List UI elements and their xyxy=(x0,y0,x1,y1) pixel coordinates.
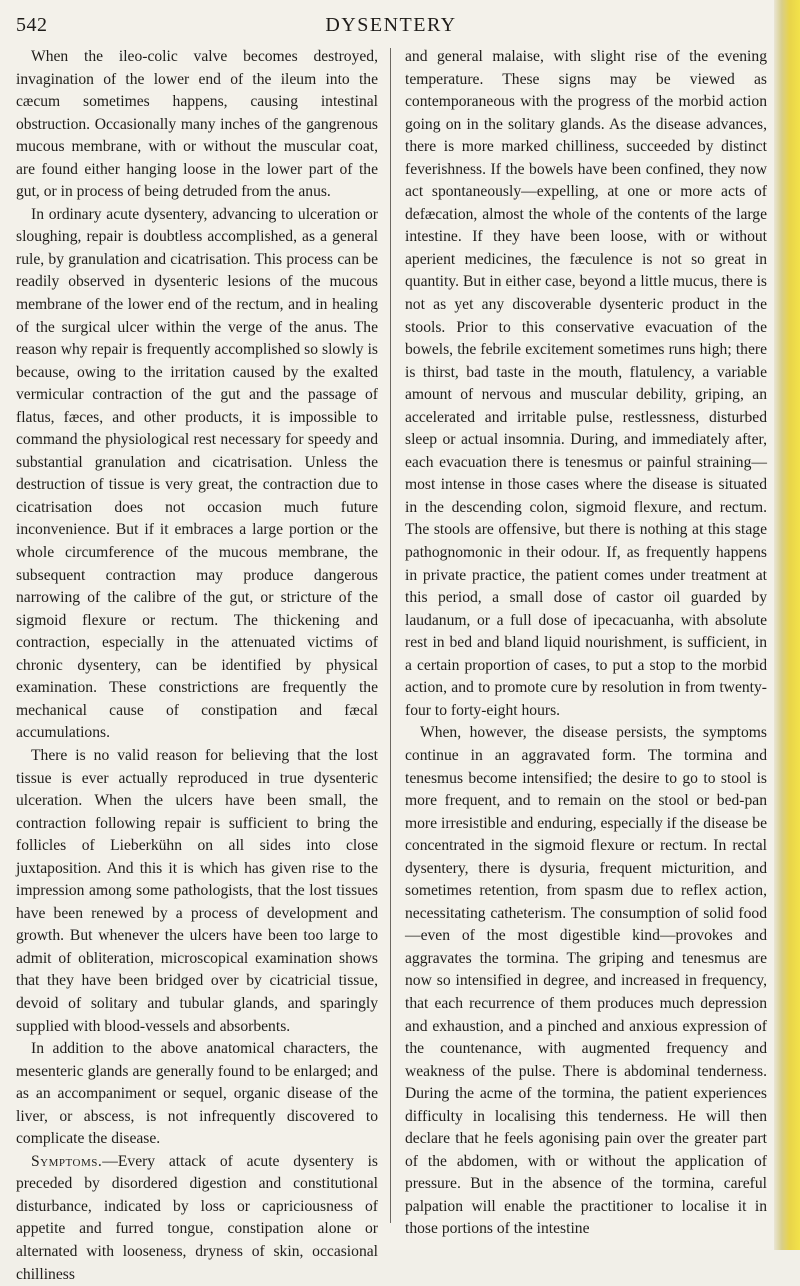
paragraph: When, however, the disease persists, the symptoms continue in an aggravated form. The tormina and tenesmus become intensified; the desire to go to stool is more frequent, and to remain on the stool or bed-pan more irresistible and enduring, especially if the disease be concentrated in the sigmoid flexure or rectum. In rectal dysentery, there is dysuria, frequent micturition, and sometimes retention, from spasm due to reflex action, necessitating catheterism. The consumption of solid food—even of the most digestible kind—provokes and aggravates the tormina. The griping and tenesmus are now so intensified in degree, and increased in frequency, that each recurrence of them produces much depression and exhaustion, and a pinched and anxious expression of the countenance, with augmented frequency and weakness of the pulse. There is abdominal tenderness. During the acme of the tormina, the patient experiences difficulty in localising this tenderness. He will then declare that he feels agonising pain over the greater part of the abdomen, with or without the application of pressure. But in the absence of the tormina, careful palpation will enable the practitioner to localise it in those portions of the intestine xyxy=(405,724,767,1238)
page-header xyxy=(16,6,766,36)
paragraph xyxy=(16,1151,378,1286)
paragraph-text: —Every attack of acute dysentery is preceded by disordered digestion and constitutional disturbance, indicated by loss or capriciousness of appetite and furred tongue, constipation alone or alternated with looseness, dryness of skin, occasional chilliness xyxy=(16,1152,378,1283)
running-head: DYSENTERY xyxy=(325,14,457,36)
left-column xyxy=(16,46,378,1283)
text-columns xyxy=(16,46,768,1283)
right-column xyxy=(405,46,767,1236)
section-heading: Symptoms. xyxy=(31,1152,103,1170)
paragraph: When the ileo-colic valve becomes destroyed, invagination of the lower end of the ileum into the cæcum sometimes happens, causing intestinal obstruction. Occasionally many inches of the gangrenous mucous membrane, with or without the muscular coat, are found either hanging loose in the lower part of the gut, or in process of being detruded from the anus. xyxy=(16,48,378,201)
paragraph: There is no valid reason for believing that the lost tissue is ever actually reproduced in true dysenteric ulceration. When the ulcers have been small, the contraction following repair is sufficient to bring the follicles of Lieberkühn on all sides into close juxtaposition. And this it is which has given rise to the impression among some pathologists, that the lost tissues have been renewed by a process of development and growth. But whenever the ulcers have been too large to admit of obliteration, microscopical examination shows that they have been bridged over by cicatricial tissue, devoid of solitary and tubular glands, and sparingly supplied with blood-vessels and absorbents. xyxy=(16,746,378,1035)
paragraph: In addition to the above anatomical characters, the mesenteric glands are generally found to be enlarged; and as an accompaniment or sequel, organic disease of the liver, or abscess, is not infrequently discovered to complicate the disease. xyxy=(16,1040,378,1148)
page-edge xyxy=(774,0,800,1250)
paragraph: and general malaise, with slight rise of the evening temperature. These signs may be viewed as contemporaneous with the progress of the morbid action going on in the solitary glands. As the disease advances, there is more marked chilliness, succeeded by distinct feverishness. If the bowels have been confined, they now act spontaneously—expelling, at one or more acts of defæcation, almost the whole of the contents of the large intestine. If they have been loose, with or without aperient medicines, the fæculence is not so great in quantity. But in either case, beyond a little mucus, there is not as yet any discoverable dysenteric product in the stools. Prior to this conservative evacuation of the bowels, the febrile excitement sometimes runs high; there is thirst, bad taste in the mouth, flatulency, a variable amount of nervous and muscular debility, griping, an accelerated and irritable pulse, restlessness, disturbed sleep or actual insomnia. During, and immediately after, each evacuation there is tenesmus or painful straining—most intense in those cases where the disease is situated in the descending colon, sigmoid flexure, and rectum. The stools are offensive, but there is nothing at this stage pathognomonic in their odour. If, as frequently happens in private practice, the patient comes under treatment at this period, a small dose of castor oil guarded by laudanum, or a full dose of ipecacuanha, with absolute rest in bed and bland liquid nourishment, is sufficient, in a certain proportion of cases, to put a stop to the morbid action, and to promote cure by resolution in from twenty-four to forty-eight hours. xyxy=(405,48,767,719)
page-number: 542 xyxy=(16,14,48,36)
column-divider xyxy=(390,48,391,1223)
paragraph: In ordinary acute dysentery, advancing to ulceration or sloughing, repair is doubtless accomplished, as a general rule, by granulation and cicatrisation. This process can be readily observed in dysenteric lesions of the mucous membrane of the lower end of the rectum, and in healing of the surgical ulcer within the verge of the anus. The reason why repair is frequently accomplished so slowly is because, owing to the irritation caused by the exalted vermicular contraction of the gut and the passage of flatus, fæces, and other products, it is impossible to command the physiological rest necessary for speedy and substantial granulation and cicatrisation. Unless the destruction of tissue is very great, the contraction due to cicatrisation does not occasion much future inconvenience. But if it embraces a large portion or the whole circumference of the mucous membrane, the subsequent contraction may produce dangerous narrowing of the calibre of the gut, or stricture of the sigmoid flexure or rectum. The thickening and contraction, especially in the attenuated victims of chronic dysentery, can be identified by physical examination. These constrictions are frequently the mechanical cause of constipation and fæcal accumulations. xyxy=(16,205,378,742)
